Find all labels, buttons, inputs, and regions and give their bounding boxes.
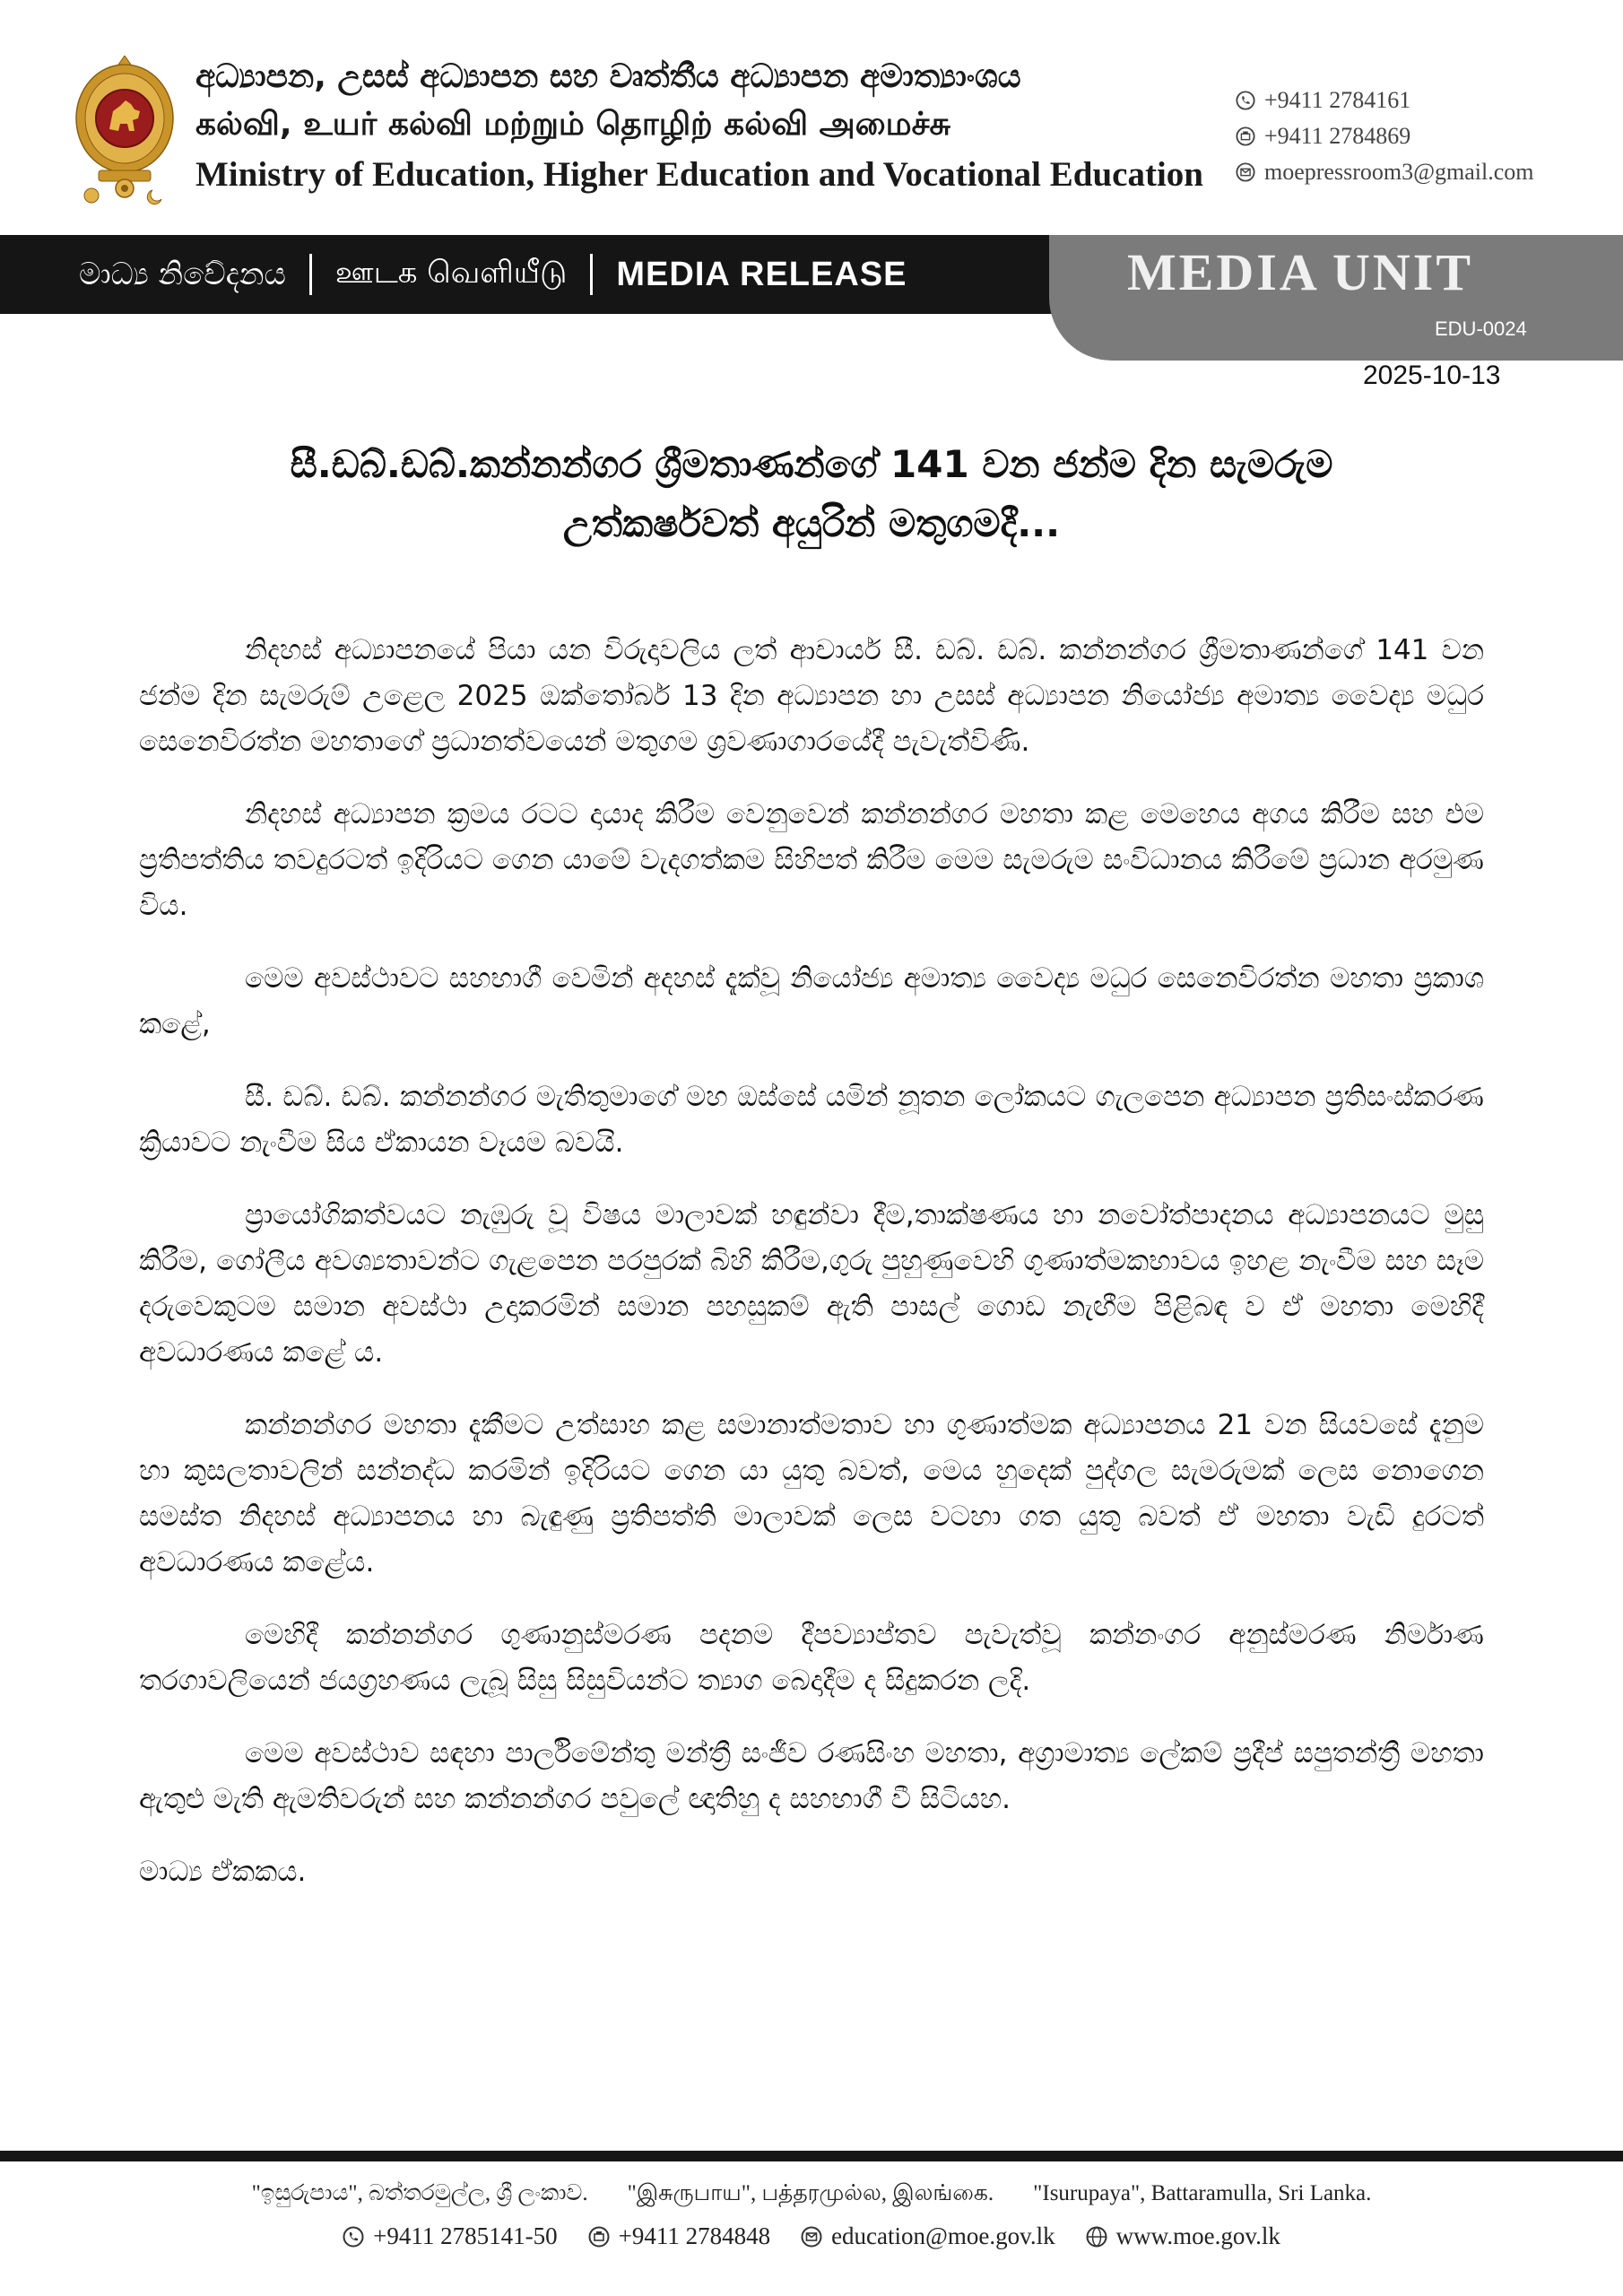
- footer-divider: [0, 2151, 1623, 2161]
- header-phone: [1236, 83, 1612, 118]
- body-paragraph: සී. ඩබ්. ඩබ්. කන්නන්ගර මැතිතුමාගේ මහ ඔස්සේ යමින් නූතන ලෝකයට ගැලපෙන අධ්‍යාපන ප්‍රතිසංස්කරණ ක්‍රියාවට නැංවීම සිය ඒකායන වෑයම බවයි.: [139, 1081, 1484, 1159]
- footer-phone-number: +9411 2785141-50: [373, 2222, 558, 2249]
- body-paragraph: මෙම අවස්ථාවට සහභාගී වෙමින් අදහස් දැක්වූ නියෝජ්‍ය අමාත්‍ය වෛද්‍ය මධුර සෙනෙවිරත්න මහතා ප්‍රකාශ කළේ,: [139, 962, 1484, 1040]
- footer-phone: [343, 2222, 557, 2250]
- footer-address-sinhala: "ඉසුරුපාය", බත්තරමුල්ල, ශ්‍රී ලංකාව.: [251, 2181, 588, 2205]
- ministry-name-sinhala: අධ්‍යාපන, උසස් අධ්‍යාපන සහ වෘත්තීය අධ්‍යාපන අමාත්‍යාංශය: [195, 58, 1021, 95]
- media-release-label-sinhala: මාධ්‍ය නිවේදනය: [79, 257, 286, 292]
- headline-line-1: සී.ඩබ්.ඩබ්.කන්නන්ගර ශ්‍රීමතාණන්ගේ 141 වන ජන්ම දින සැමරුම: [290, 442, 1333, 486]
- header-fax: [1236, 118, 1612, 154]
- ministry-name-tamil: கல்வி, உயர் கல்வி மற்றும் தொழிற் கல்வி அமைச்சு: [195, 106, 951, 143]
- header-email-address: moepressroom3@gmail.com: [1264, 159, 1534, 185]
- media-release-label-english: MEDIA RELEASE: [616, 255, 907, 293]
- footer-email: [801, 2222, 1055, 2250]
- footer-address: [0, 2181, 1623, 2209]
- body-paragraph: මෙහිදී කන්නන්ගර ගුණානුස්මරණ පදනම දීපව්‍යාප්තව පැවැත්වූ කන්නංගර අනුස්මරණ නිර්මාණ තරගාවලියෙන් ජයග්‍රහණය ලැබූ සිසු සිසුවියන්ට ත්‍යාග බෙදාදීම ද සිදුකරන ලදි.: [139, 1619, 1484, 1697]
- signoff: මාධ්‍ය ඒකකය.: [139, 1856, 307, 1888]
- release-date: 2025-10-13: [1363, 361, 1501, 390]
- letterhead: [0, 0, 1623, 233]
- body-paragraph: නිදහස් අධ්‍යාපන ක්‍රමය රටට දායාද කිරීම වෙනුවෙන් කන්නන්ගර මහතා කළ මෙහෙය අගය කිරීම සහ එම ප්‍රතිපත්තිය තවදුරටත් ඉදිරියට ගෙන යාමේ වැදගත්කම සිහිපත් කිරීම මෙම සැමරුම සංවිධානය කිරීමේ ප්‍රධාන අරමුණ විය.: [139, 798, 1484, 922]
- media-release-labels: [79, 235, 907, 314]
- header-fax-number: +9411 2784869: [1264, 123, 1411, 149]
- label-divider: [590, 254, 593, 295]
- fax-icon: [588, 2226, 610, 2248]
- fax-icon: [1236, 126, 1255, 146]
- header-contacts: [1236, 83, 1612, 190]
- footer-address-tamil: "இசுருபாய", பத்தரமுல்ல, இலங்கை.: [627, 2181, 994, 2205]
- email-icon: [801, 2226, 822, 2248]
- phone-icon: [343, 2226, 364, 2248]
- headline: [135, 435, 1488, 553]
- media-unit-tab: [1049, 235, 1623, 361]
- national-emblem-icon: [72, 56, 178, 206]
- media-unit-title: MEDIA UNIT: [1126, 243, 1474, 301]
- footer-fax: [588, 2222, 770, 2250]
- release-body: [139, 628, 1484, 1922]
- header-phone-number: +9411 2784161: [1264, 87, 1411, 113]
- body-paragraph: ප්‍රායෝගිකත්වයට නැඹුරු වූ විෂය මාලාවක් හඳුන්වා දීම,තාක්ෂණය හා නවෝත්පාදනය අධ්‍යාපනයට මුසු කිරීම, ගෝලීය අවශ්‍යතාවන්ට ගැළපෙන පරපුරක් බිහි කිරීම,ගුරු පුහුණුවෙහි ගුණාත්මකභාවය ඉහළ නැංවීම සහ සෑම දරුවෙකුටම සමාන අවස්ථා උදාකරමින් සමාන පහසුකම් ඇති පාසල් ගොඩ නැඟීම පිළිබඳ ව ඒ මහතා මෙහිදී අවධාරණය කළේ ය.: [139, 1199, 1484, 1369]
- header-email: [1236, 154, 1612, 190]
- phone-icon: [1236, 91, 1255, 110]
- release-code: EDU-0024: [1435, 317, 1527, 340]
- footer-website-url: www.moe.gov.lk: [1115, 2222, 1280, 2249]
- footer-address-english: "Isurupaya", Battaramulla, Sri Lanka.: [1033, 2181, 1372, 2205]
- media-release-label-tamil: ஊடக வெளியீடு: [334, 255, 568, 291]
- globe-icon: [1086, 2226, 1107, 2248]
- body-paragraph: කන්නන්ගර මහතා දැකීමට උත්සාහ කළ සමානාත්මතාව හා ගුණාත්මක අධ්‍යාපනය 21 වන සියවසේ දැනුම හා කුසලතාවලින් සන්නද්ධ කරමින් ඉදිරියට ගෙන යා යුතු බවත්, මෙය හුදෙක් පුද්ගල සැමරුමක් ලෙස නොගෙන සමස්ත නිදහස් අධ්‍යාපනය හා බැඳුණු ප්‍රතිපත්ති මාලාවක් ලෙස වටහා ගත යුතු බවත් ඒ මහතා වැඩි දුරටත් අවධාරණය කළේය.: [139, 1409, 1484, 1578]
- footer-website: [1086, 2222, 1280, 2250]
- ministry-name-english: Ministry of Education, Higher Education and Vocational Education: [195, 155, 1203, 194]
- footer-fax-number: +9411 2784848: [618, 2222, 771, 2249]
- body-paragraph: නිදහස් අධ්‍යාපනයේ පියා යන විරුදාවලිය ලත් ආචාර්ය සී. ඩබ්. ඩබ්. කන්නන්ගර ශ්‍රීමතාණන්ගේ 141 වන ජන්ම දින සැමරුම් උළෙල 2025 ඔක්තෝබර් 13 දින අධ්‍යාපන හා උසස් අධ්‍යාපන නියෝජ්‍ය අමාත්‍ය වෛද්‍ය මධුර සෙනෙවිරත්න මහතාගේ ප්‍රධානත්වයෙන් මතුගම ශ්‍රවණාගාරයේදී පැවැත්විණි.: [139, 634, 1484, 758]
- footer-email-address: education@moe.gov.lk: [831, 2222, 1055, 2249]
- email-icon: [1236, 162, 1255, 182]
- footer-contacts: [0, 2222, 1623, 2250]
- headline-line-2: උත්කර්ෂවත් අයුරින් මතුගමදී...: [562, 501, 1061, 545]
- label-divider: [309, 254, 312, 295]
- body-paragraph: මෙම අවස්ථාව සඳහා පාර්ලිමේන්තු මන්ත්‍රී සංජීව රණසිංහ මහතා, අග්‍රාමාත්‍ය ලේකම් ප්‍රදීප් සපුතන්ත්‍රී මහතා ඇතුළු මැති ඇමතිවරුන් සහ කන්නන්ගර පවුලේ ඥාතිහු ද සහභාගී වී සිටියහ.: [139, 1737, 1484, 1815]
- ministry-name-block: [195, 54, 1203, 201]
